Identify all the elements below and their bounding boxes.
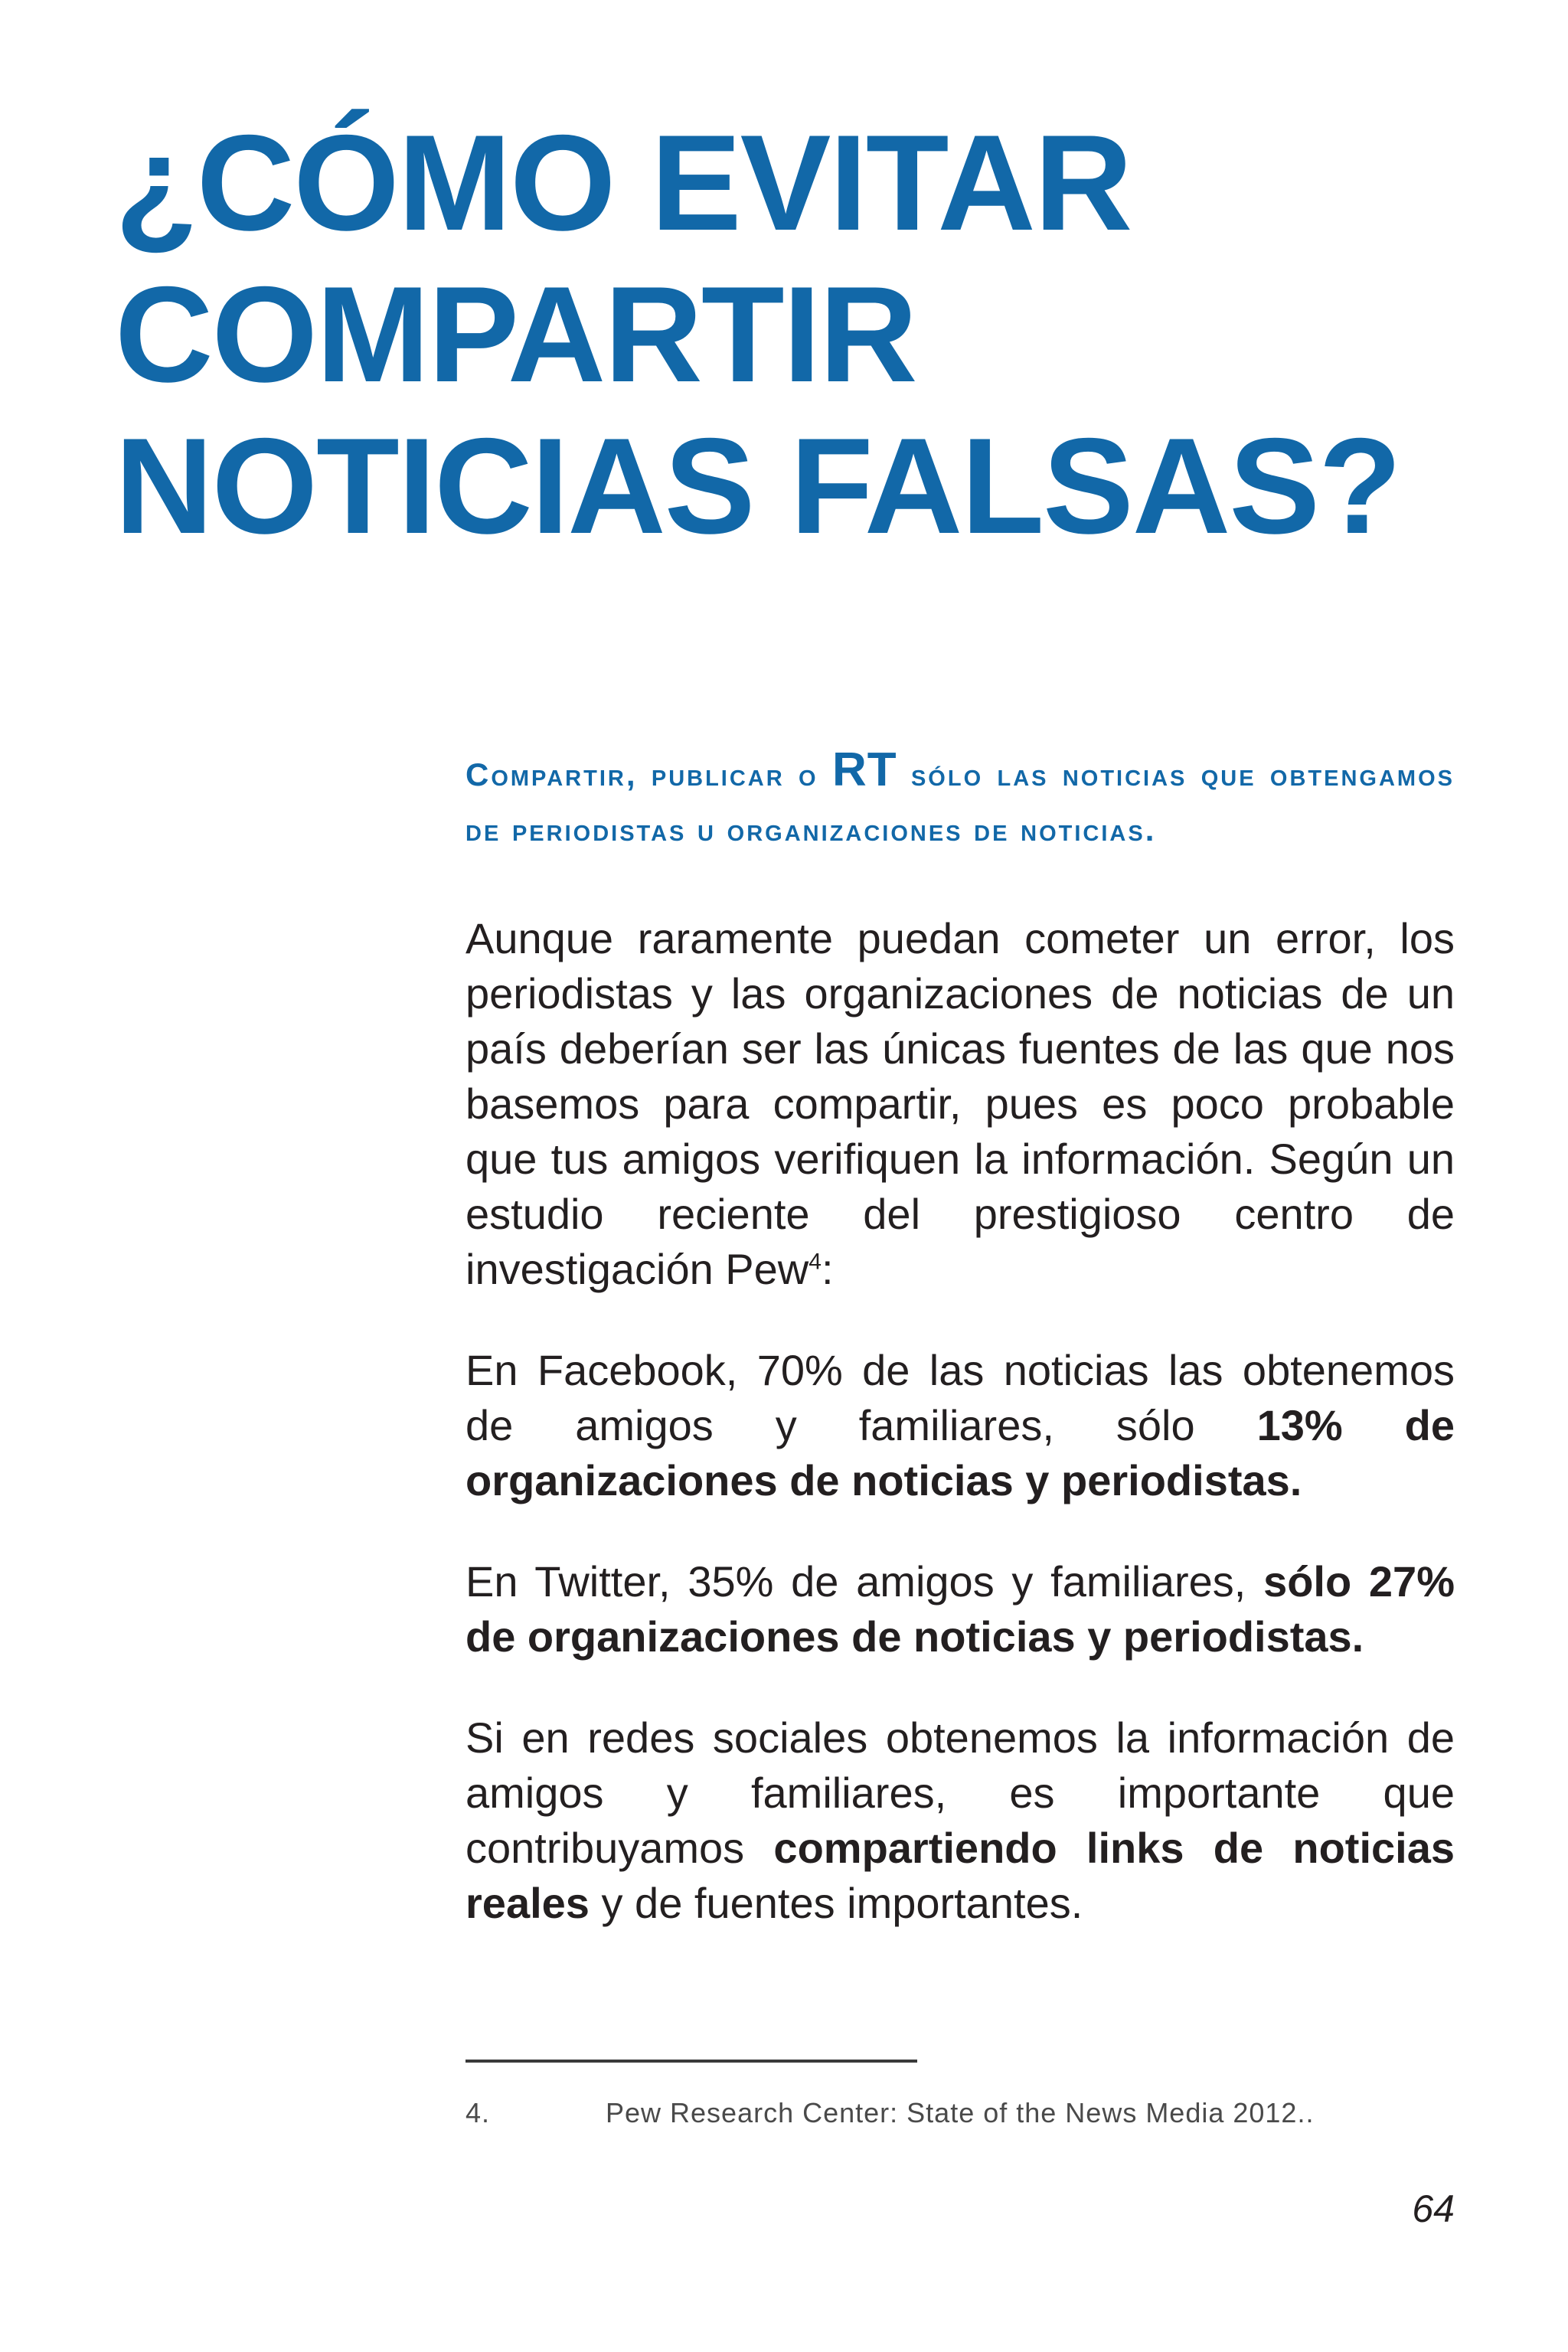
paragraph-twitter-text: En Twitter, 35% de amigos y familiares, — [466, 1557, 1264, 1606]
section-heading-part-1: Compartir, publicar o — [466, 756, 832, 792]
paragraph-conclusion-bold: compartiendo links de noticias reales — [466, 1824, 1455, 1927]
footnote-number: 4. — [466, 2097, 491, 2128]
footnote-text: Pew Research Center: State of the News Media 2012.. — [606, 2097, 1315, 2128]
paragraph-intro-suffix: : — [821, 1245, 834, 1293]
page-title — [115, 107, 1539, 562]
footnote-divider — [466, 2060, 917, 2063]
paragraph-twitter-bold: sólo 27% de organizaciones de noticias y periodistas. — [466, 1557, 1455, 1661]
section-heading-part-2: sólo las noticias que obtengamos de periodistas u organizaciones de noticias. — [466, 756, 1455, 848]
paragraph-conclusion-text: Si en redes sociales obtenemos la información de amigos y familiares, es importante que contribuyamos — [466, 1713, 1455, 1872]
page-title-line-3: NOTICIAS FALSAS? — [115, 410, 1400, 562]
paragraph-conclusion — [466, 1710, 1455, 1931]
section-heading — [466, 743, 1455, 858]
paragraph-intro — [466, 911, 1455, 1297]
paragraph-intro-text: Aunque raramente puedan cometer un error, los periodistas y las organizaciones de noticias de un país deberían ser las únicas fuentes de las que nos basemos para compartir, pues es poco probable que tus amigos verifiquen la información. Según un estudio reciente del prestigioso centro de investigación Pew — [466, 914, 1455, 1293]
paragraph-facebook — [466, 1343, 1455, 1508]
footnote-reference[interactable]: 4 — [808, 1249, 822, 1275]
page-title-line-2: COMPARTIR — [115, 258, 916, 410]
paragraph-conclusion-suffix: y de fuentes importantes. — [589, 1879, 1083, 1927]
section-heading-emphasis: RT — [831, 743, 897, 796]
paragraph-facebook-text: En Facebook, 70% de las noticias las obtenemos de amigos y familiares, sólo — [466, 1346, 1455, 1449]
page-number: 64 — [1412, 2187, 1455, 2230]
paragraph-twitter — [466, 1554, 1455, 1664]
main-content — [466, 743, 1455, 1977]
footnote — [466, 2096, 1314, 2130]
page-title-line-1: ¿CÓMO EVITAR — [115, 106, 1132, 259]
paragraph-facebook-bold: 13% de organizaciones de noticias y periodistas. — [466, 1401, 1455, 1504]
